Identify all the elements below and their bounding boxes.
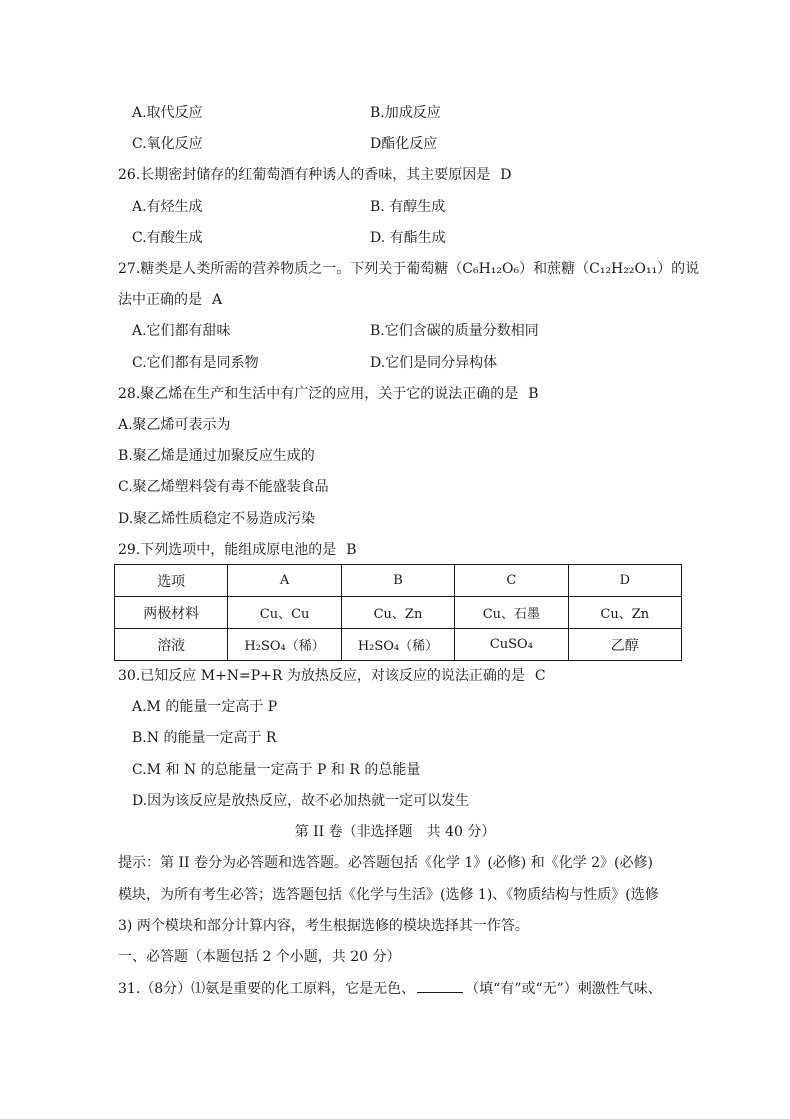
table-row	[115, 597, 682, 629]
q28-stem-line	[118, 385, 539, 403]
q26-option-a: A.有烃生成	[132, 199, 203, 215]
table-cell: Cu、石墨	[455, 597, 568, 629]
q27-option-c: C.它们都有是同系物	[132, 355, 259, 371]
table-cell: Cu、Zn	[341, 597, 454, 629]
hint-line-2: 模块，为所有考生必答；选答题包括《化学与生活》(选修 1)、《物质结构与性质》(选修	[118, 887, 659, 903]
section-title: 第 II 卷（非选择题 共 40 分）	[294, 824, 496, 840]
q31-stem-line	[118, 979, 662, 998]
q26-stem: 26.长期密封储存的红葡萄酒有种诱人的香味，其主要原因是	[118, 167, 491, 183]
q27-stem-line2	[118, 291, 222, 309]
q28-option-c: C.聚乙烯塑料袋有毒不能盛装食品	[118, 479, 329, 495]
table-row	[115, 629, 682, 661]
q29-stem: 29.下列选项中，能组成原电池的是	[118, 542, 337, 558]
q31-stem-after: （填“有”或“无”）刺激性气味、	[465, 981, 662, 997]
q29-answer: B	[346, 542, 357, 558]
table-cell: Cu、Zn	[568, 597, 681, 629]
q30-option-a: A.M 的能量一定高于 P	[132, 699, 278, 715]
q30-option-b: B.N 的能量一定高于 R	[132, 730, 277, 746]
q30-stem-line	[118, 667, 546, 685]
q25-option-a: A.取代反应	[132, 105, 203, 121]
table-cell: 溶液	[115, 629, 228, 661]
q29-stem-line	[118, 541, 357, 559]
q26-option-b: B. 有醇生成	[370, 199, 446, 215]
answer-blank	[417, 979, 463, 993]
table-cell: 乙醇	[568, 629, 681, 661]
table-cell: H₂SO₄（稀）	[228, 629, 341, 661]
part1-title: 一、必答题（本题包括 2 个小题，共 20 分）	[118, 949, 401, 965]
q26-stem-line	[118, 166, 512, 184]
q29-options-table	[114, 564, 682, 661]
q27-option-a: A.它们都有甜味	[132, 323, 231, 339]
q26-answer: D	[500, 167, 512, 183]
table-cell: B	[341, 565, 454, 597]
q27-stem: 法中正确的是	[118, 292, 202, 308]
q27-option-b: B.它们含碳的质量分数相同	[370, 323, 539, 339]
q27-answer: A	[212, 292, 223, 308]
table-cell: CuSO₄	[455, 629, 568, 661]
q28-option-a: A.聚乙烯可表示为	[118, 417, 231, 433]
q28-answer: B	[528, 386, 539, 402]
table-header-row	[115, 565, 682, 597]
q31-stem-before: 31.（8分）⑴氨是重要的化工原料，它是无色、	[118, 981, 416, 997]
table-cell: Cu、Cu	[228, 597, 341, 629]
q30-answer: C	[534, 668, 546, 684]
q30-stem: 30.已知反应 M+N=P+R 为放热反应，对该反应的说法正确的是	[118, 668, 525, 684]
q25-option-b: B.加成反应	[370, 105, 441, 121]
q30-option-d: D.因为该反应是放热反应，故不必加热就一定可以发生	[132, 793, 470, 809]
q27-option-d: D.它们是同分异构体	[370, 355, 498, 371]
table-cell: 选项	[115, 565, 228, 597]
q26-option-c: C.有酸生成	[132, 230, 203, 246]
q27-stem-line1: 27.糖类是人类所需的营养物质之一。下列关于葡萄糖（C₆H₁₂O₆）和蔗糖（C₁₂H₂₂O₁₁）的说	[118, 261, 700, 277]
table-cell: A	[228, 565, 341, 597]
q28-option-b: B.聚乙烯是通过加聚反应生成的	[118, 448, 315, 464]
q28-option-d: D.聚乙烯性质稳定不易造成污染	[118, 511, 316, 527]
q28-stem: 28.聚乙烯在生产和生活中有广泛的应用，关于它的说法正确的是	[118, 386, 519, 402]
table-cell: C	[455, 565, 568, 597]
hint-line-3: 3) 两个模块和部分计算内容，考生根据选修的模块选择其一作答。	[118, 918, 529, 934]
hint-line-1: 提示：第 II 卷分为必答题和选答题。必答题包括《化学 1》(必修) 和《化学 2》(必修)	[118, 855, 653, 871]
table-cell: D	[568, 565, 681, 597]
table-cell: H₂SO₄（稀）	[341, 629, 454, 661]
q26-option-d: D. 有酯生成	[370, 230, 446, 246]
q25-option-d: D酯化反应	[370, 136, 438, 152]
table-cell: 两极材料	[115, 597, 228, 629]
q25-option-c: C.氧化反应	[132, 136, 203, 152]
q30-option-c: C.M 和 N 的总能量一定高于 P 和 R 的总能量	[132, 762, 421, 778]
